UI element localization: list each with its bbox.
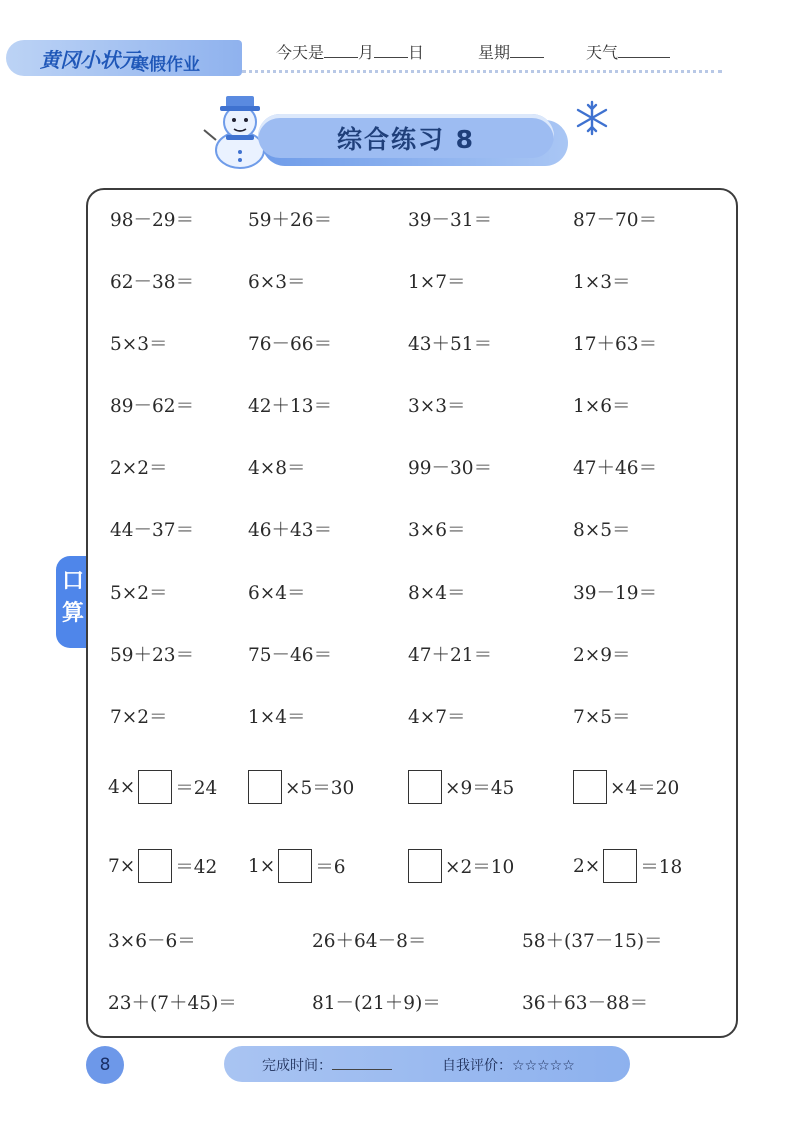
fill-post: ＝42 (175, 857, 218, 878)
problem: 43＋51＝ (408, 334, 493, 355)
fill-post: ×5＝30 (285, 778, 355, 799)
fill-box-problem (408, 849, 514, 883)
month-label: 月 (358, 43, 375, 62)
mixed-problem: 58＋(37－15)＝ (522, 931, 663, 952)
fill-post: ＝18 (640, 857, 683, 878)
problem: 4×8＝ (248, 458, 306, 479)
problem: 2×9＝ (573, 645, 631, 666)
problem: 99－30＝ (408, 458, 493, 479)
fill-box-problem (248, 849, 346, 883)
brand-subtitle: 寒假作业 (132, 55, 200, 75)
weekday-label: 星期 (478, 43, 511, 62)
problem: 1×3＝ (573, 272, 631, 293)
answer-box[interactable] (278, 849, 312, 883)
page-title: 综合练习 8 (336, 125, 476, 154)
problem: 76－66＝ (248, 334, 333, 355)
day-label: 日 (408, 43, 425, 62)
problem: 75－46＝ (248, 645, 333, 666)
answer-box[interactable] (138, 770, 172, 804)
answer-box[interactable] (408, 770, 442, 804)
mixed-problem: 26＋64－8＝ (312, 931, 427, 952)
fill-pre: 2× (573, 855, 601, 877)
snowflake-icon (574, 100, 610, 136)
problem: 47＋21＝ (408, 645, 493, 666)
weekday-blank[interactable] (510, 43, 544, 58)
fill-box-problem (573, 770, 679, 804)
fill-post: ＝6 (315, 857, 346, 878)
problem: 39－31＝ (408, 210, 493, 231)
date-field (276, 40, 424, 63)
completion-time-label: 完成时间： (262, 1058, 332, 1074)
self-eval-field (442, 1055, 575, 1075)
problem: 6×4＝ (248, 583, 306, 604)
problem: 59＋23＝ (110, 645, 195, 666)
weekday-field (478, 40, 544, 63)
problem: 7×2＝ (110, 707, 168, 728)
header-divider (242, 70, 722, 73)
brand-logo: 黄冈小状元 (40, 48, 140, 72)
problem: 62－38＝ (110, 272, 195, 293)
problem: 89－62＝ (110, 396, 195, 417)
problem: 8×5＝ (573, 520, 631, 541)
date-prefix-label: 今天是 (276, 43, 325, 62)
fill-post: ×2＝10 (445, 857, 515, 878)
problem: 44－37＝ (110, 520, 195, 541)
problem: 3×3＝ (408, 396, 466, 417)
problem: 17＋63＝ (573, 334, 658, 355)
problem: 6×3＝ (248, 272, 306, 293)
fill-pre: 7× (108, 855, 136, 877)
problem: 39－19＝ (573, 583, 658, 604)
fill-pre: 1× (248, 855, 276, 877)
fill-box-problem (108, 770, 217, 804)
page-number: 8 (99, 1055, 111, 1075)
rating-stars[interactable]: ☆☆☆☆☆ (512, 1058, 575, 1074)
fill-box-problem (408, 770, 514, 804)
completion-time-field (262, 1055, 392, 1075)
problem: 1×7＝ (408, 272, 466, 293)
fill-box-problem (108, 849, 217, 883)
answer-box[interactable] (408, 849, 442, 883)
mixed-problem: 81－(21＋9)＝ (312, 993, 441, 1014)
exercise-panel (86, 188, 738, 1038)
problem: 59＋26＝ (248, 210, 333, 231)
problem: 3×6＝ (408, 520, 466, 541)
self-eval-label: 自我评价： (442, 1058, 512, 1074)
problem: 42＋13＝ (248, 396, 333, 417)
weather-blank[interactable] (618, 43, 670, 58)
answer-box[interactable] (603, 849, 637, 883)
day-blank[interactable] (374, 43, 408, 58)
answer-box[interactable] (248, 770, 282, 804)
mixed-problem: 36＋63－88＝ (522, 993, 649, 1014)
fill-post: ×9＝45 (445, 778, 515, 799)
problem: 47＋46＝ (573, 458, 658, 479)
month-blank[interactable] (324, 43, 358, 58)
problem: 1×6＝ (573, 396, 631, 417)
answer-box[interactable] (573, 770, 607, 804)
fill-box-problem (248, 770, 354, 804)
problem: 46＋43＝ (248, 520, 333, 541)
fill-post: ×4＝20 (610, 778, 680, 799)
problem: 87－70＝ (573, 210, 658, 231)
side-tab-label: 口算 (61, 569, 84, 626)
problem: 2×2＝ (110, 458, 168, 479)
mixed-problem: 3×6－6＝ (108, 931, 196, 952)
weather-label: 天气 (586, 43, 619, 62)
mixed-problem: 23＋(7＋45)＝ (108, 993, 237, 1014)
completion-time-blank[interactable] (332, 1055, 392, 1070)
problem: 5×2＝ (110, 583, 168, 604)
fill-pre: 4× (108, 776, 136, 798)
problem: 98－29＝ (110, 210, 195, 231)
answer-box[interactable] (138, 849, 172, 883)
weather-field (586, 40, 670, 63)
problem: 7×5＝ (573, 707, 631, 728)
problem: 5×3＝ (110, 334, 168, 355)
fill-box-problem (573, 849, 682, 883)
problem: 4×7＝ (408, 707, 466, 728)
problem: 8×4＝ (408, 583, 466, 604)
problem: 1×4＝ (248, 707, 306, 728)
fill-post: ＝24 (175, 778, 218, 799)
